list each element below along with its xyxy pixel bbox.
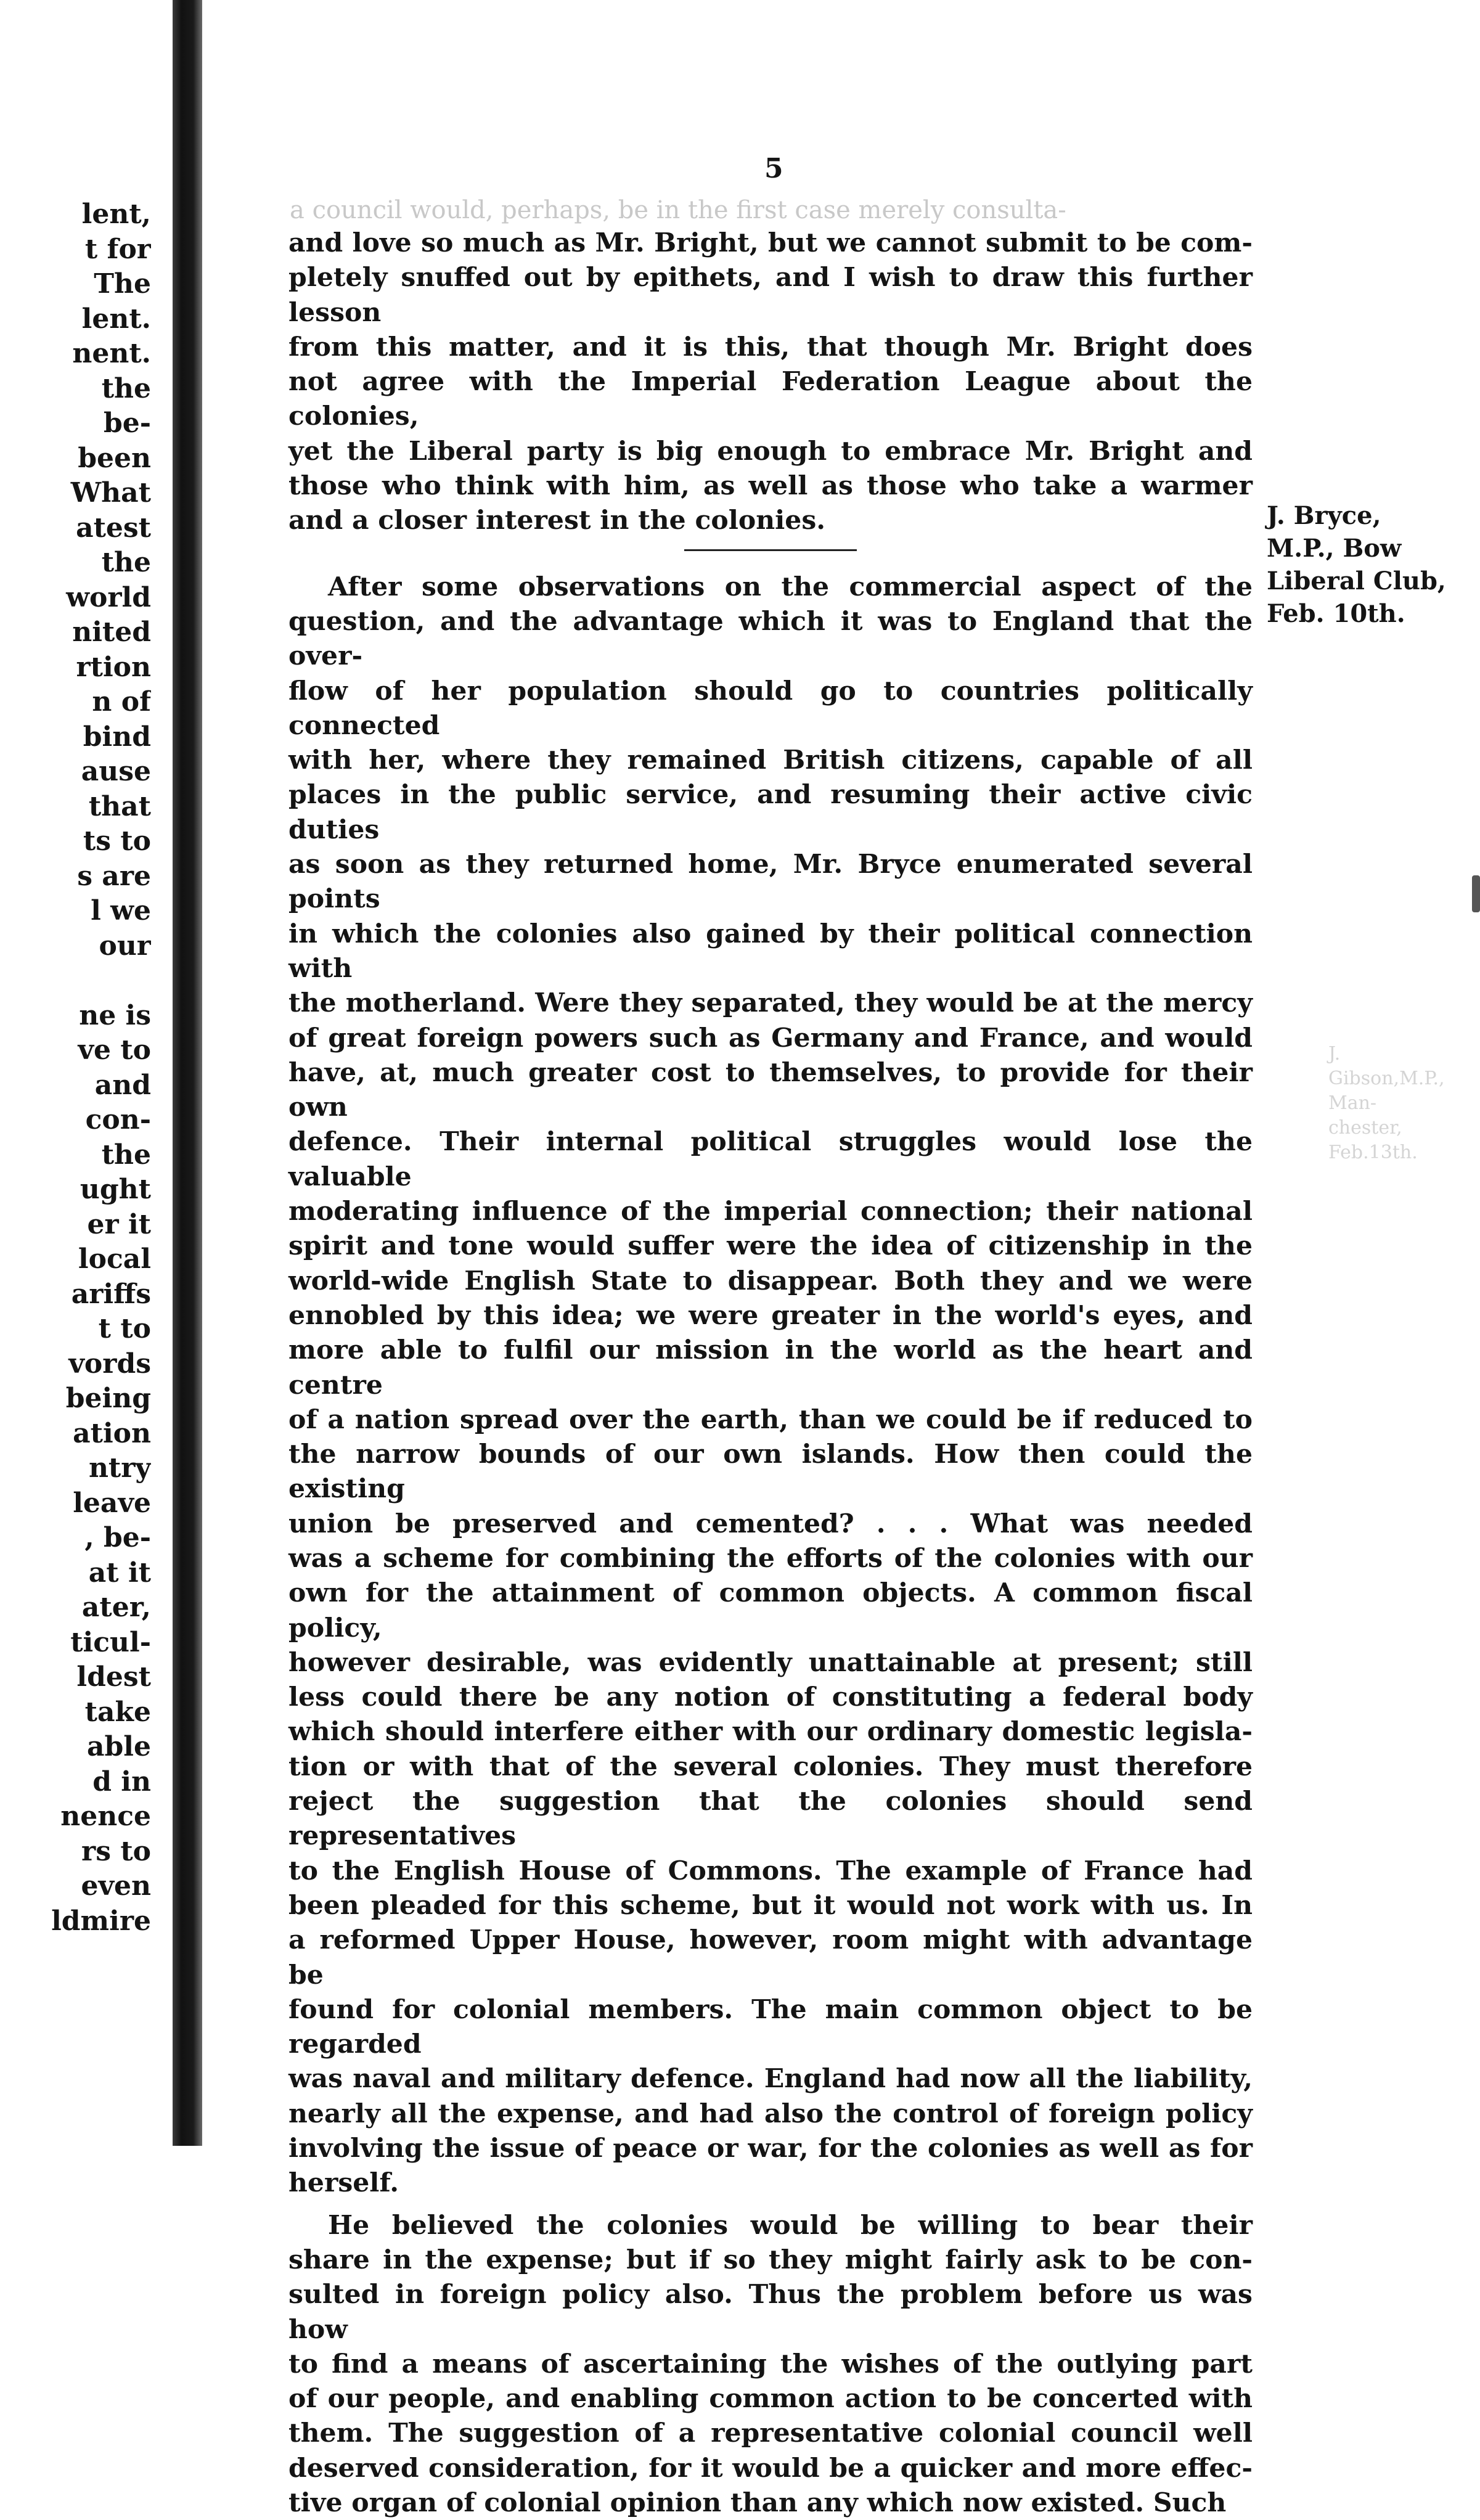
text-line: union be preserved and cemented? . . . What was needed: [288, 1508, 1253, 1539]
text-line: with her, where they remained British citizens, capable of all: [288, 745, 1253, 776]
text-line: a reformed Upper House, however, room might with advantage be: [288, 1925, 1253, 1990]
text-line: own for the attainment of common objects. A common fiscal policy,: [288, 1577, 1253, 1643]
facing-page-line: ldmire: [51, 1905, 151, 1937]
paragraph-colonial-council: [288, 2208, 1253, 2520]
book-binding-gutter: [173, 0, 202, 2146]
text-line: of great foreign powers such as Germany and France, and would: [288, 1022, 1253, 1053]
facing-page-line: er it: [87, 1208, 151, 1240]
facing-page-line: the: [101, 547, 151, 578]
facing-page-line: ticul-: [70, 1626, 151, 1658]
facing-page-line: ause: [81, 756, 151, 787]
text-line: less could there be any notion of constituting a federal body: [288, 1682, 1253, 1713]
text-line: have, at, much greater cost to themselves, to provide for their own: [288, 1057, 1253, 1123]
facing-page-fragment: [0, 197, 151, 1939]
text-line: flow of her population should go to countries politically connected: [288, 675, 1253, 741]
text-line: and a closer interest in the colonies.: [288, 505, 826, 536]
facing-page-line: that: [88, 790, 151, 822]
text-line: from this matter, and it is this, that though Mr. Bright does: [288, 331, 1253, 362]
text-line: of our people, and enabling common action to be concerted with: [288, 2383, 1253, 2415]
text-line: tive organ of colonial opinion than any which now existed. Such: [288, 2487, 1227, 2518]
text-line: pletely snuffed out by epithets, and I wish to draw this further lesson: [288, 262, 1253, 328]
facing-page-line: ught: [80, 1174, 151, 1205]
text-line: involving the issue of peace or war, for the colonies as well as for: [288, 2133, 1253, 2164]
text-line: the narrow bounds of our own islands. How then could the existing: [288, 1439, 1253, 1505]
margin-note-line: Feb. 10th.: [1267, 599, 1405, 628]
text-line: question, and the advantage which it was to England that the over-: [288, 605, 1253, 672]
facing-page-line: con-: [85, 1104, 151, 1135]
text-line: He believed the colonies would be willing to bear their: [328, 2209, 1253, 2241]
text-line: nearly all the expense, and had also the control of foreign policy: [288, 2098, 1253, 2129]
text-line: the motherland. Were they separated, they would be at the mercy: [288, 988, 1253, 1019]
facing-page-line: been: [78, 442, 151, 474]
facing-page-line: even: [81, 1870, 151, 1902]
facing-page-line: , be-: [84, 1522, 151, 1553]
facing-page-line: s are: [77, 860, 151, 892]
facing-page-line: t to: [98, 1313, 151, 1344]
facing-page-line: the: [101, 372, 151, 404]
text-line: was a scheme for combining the efforts of the colonies with our: [288, 1542, 1253, 1574]
margin-note-line: J. Gibson,: [1328, 1043, 1400, 1089]
text-line: tion or with that of the several colonies. They must therefore: [288, 1751, 1253, 1782]
paragraph-bryce-speech: [288, 570, 1253, 2201]
facing-page-line: vords: [68, 1348, 151, 1380]
text-line: and love so much as Mr. Bright, but we cannot submit to be com-: [288, 227, 1253, 258]
page-edge-mark: [1472, 875, 1480, 912]
facing-page-line: world: [66, 581, 151, 613]
text-line: world-wide English State to disappear. Both they and we were: [288, 1265, 1253, 1296]
text-line: them. The suggestion of a representative colonial council well: [288, 2418, 1253, 2449]
facing-page-line: atest: [76, 512, 151, 544]
facing-page-line: being: [65, 1383, 151, 1414]
margin-note-line: 13th.: [1368, 1142, 1418, 1163]
facing-page-line: nence: [60, 1801, 151, 1832]
text-line: more able to fulfil our mission in the world as the heart and centre: [288, 1335, 1253, 1401]
facing-page-line: ts to: [83, 825, 151, 857]
margin-note-speaker: [1267, 499, 1452, 630]
text-line: After some observations on the commercial aspect of the: [328, 571, 1253, 602]
margin-note-line: J. Bryce,: [1267, 501, 1381, 530]
facing-page-line: at it: [88, 1557, 151, 1589]
facing-page-line: nent.: [72, 338, 151, 369]
facing-page-line: rs to: [81, 1835, 151, 1867]
facing-page-line: the: [101, 1139, 151, 1171]
margin-note-line: chester, Feb.: [1328, 1117, 1402, 1163]
text-line: not agree with the Imperial Federation League about the colonies,: [288, 366, 1253, 432]
text-line: deserved consideration, for it would be a quicker and more effec-: [288, 2452, 1253, 2484]
text-line: defence. Their internal political struggles would lose the valuable: [288, 1126, 1253, 1192]
text-line: been pleaded for this scheme, but it would not work with us. In: [288, 1889, 1253, 1921]
facing-page-line: and: [94, 1069, 151, 1101]
facing-page-line: ldest: [76, 1661, 151, 1693]
text-line: herself.: [288, 2167, 399, 2199]
text-line: moderating influence of the imperial connection; their national: [288, 1196, 1253, 1227]
text-line: places in the public service, and resuming their active civic duties: [288, 779, 1253, 845]
main-body-text: [288, 226, 1253, 2520]
facing-page-line: nited: [72, 616, 151, 648]
text-line: reject the suggestion that the colonies should send representatives: [288, 1786, 1253, 1852]
facing-page-line: ariffs: [71, 1278, 151, 1310]
facing-page-line: ater,: [81, 1592, 151, 1623]
facing-page-line: ation: [73, 1417, 151, 1449]
faint-margin-note: [1328, 1042, 1445, 1165]
facing-page-line: able: [87, 1731, 151, 1762]
page-number: 5: [764, 153, 783, 184]
facing-page-line: take: [84, 1696, 151, 1728]
section-divider: [684, 549, 857, 551]
text-line: as soon as they returned home, Mr. Bryce enumerated several points: [288, 849, 1253, 915]
text-line: sulted in foreign policy also. Thus the problem before us was how: [288, 2279, 1253, 2345]
facing-page-line: be-: [103, 407, 151, 439]
text-line: those who think with him, as well as those who take a warmer: [288, 470, 1253, 502]
text-line: spirit and tone would suffer were the idea of citizenship in the: [288, 1230, 1253, 1262]
text-line: which should interfere either with our ordinary domestic legisla-: [288, 1716, 1253, 1748]
facing-page-line: l we: [91, 895, 151, 927]
facing-page-line: local: [78, 1243, 151, 1275]
facing-page-line: rtion: [76, 651, 151, 683]
margin-note-line: M.P., Bow: [1267, 534, 1402, 563]
text-line: ennobled by this idea; we were greater in the world's eyes, and: [288, 1299, 1253, 1331]
text-line: share in the expense; but if so they might fairly ask to be con-: [288, 2244, 1253, 2275]
facing-page-line: ne is: [79, 999, 151, 1031]
paragraph-bright-liberal-party: [288, 226, 1253, 538]
facing-page-line: lent.: [81, 303, 151, 335]
facing-page-line: ve to: [78, 1034, 151, 1066]
facing-page-line: n of: [92, 686, 151, 718]
text-line: in which the colonies also gained by their political connection with: [288, 918, 1253, 984]
text-line: yet the Liberal party is big enough to embrace Mr. Bright and: [288, 435, 1253, 467]
facing-page-line: The: [94, 268, 151, 300]
facing-page-line: What: [70, 477, 151, 509]
text-line: was naval and military defence. England had now all the liability,: [288, 2063, 1253, 2095]
text-line: of a nation spread over the earth, than we could be if reduced to: [288, 1404, 1253, 1435]
facing-page-line: leave: [73, 1487, 151, 1519]
margin-note-line: M.P., Man-: [1328, 1068, 1445, 1114]
facing-page-line: d in: [92, 1765, 151, 1798]
margin-note-line: Liberal Club,: [1267, 567, 1446, 595]
facing-page-line: our: [99, 930, 151, 962]
facing-page-line: lent,: [81, 198, 151, 230]
facing-page-line: ntry: [88, 1452, 151, 1484]
facing-page-line: [0, 963, 151, 999]
text-line: to find a means of ascertaining the wishes of the outlying part: [288, 2348, 1253, 2379]
bleed-through-text: a council would, perhaps, be in the first case merely consulta-: [290, 196, 1066, 224]
text-line: to the English House of Commons. The example of France had: [288, 1855, 1253, 1886]
facing-page-line: bind: [83, 721, 151, 753]
text-line: found for colonial members. The main common object to be regarded: [288, 1994, 1253, 2060]
text-line: however desirable, was evidently unattainable at present; still: [288, 1647, 1253, 1678]
facing-page-line: t for: [84, 233, 151, 265]
